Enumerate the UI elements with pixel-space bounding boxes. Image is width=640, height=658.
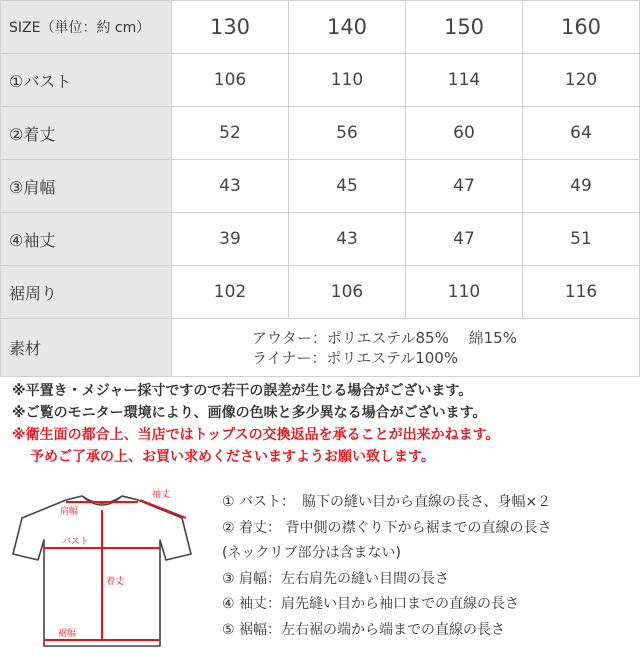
row-label-bust: ①バスト	[1, 54, 172, 107]
table-row	[1, 213, 640, 266]
measurement-descriptions	[222, 490, 632, 643]
material-cell	[172, 319, 640, 377]
row-label-hem: 裾周り	[1, 266, 172, 319]
row-label-length: ②着丈	[1, 107, 172, 160]
size-130-header: 130	[172, 1, 289, 54]
table-cell: 114	[406, 54, 523, 107]
table-cell: 43	[289, 213, 406, 266]
label-length: 着丈	[106, 577, 125, 587]
table-cell: 106	[172, 54, 289, 107]
table-cell: 116	[523, 266, 640, 319]
material-row	[1, 319, 640, 377]
table-cell: 110	[289, 54, 406, 107]
table-header-row	[1, 1, 640, 54]
label-bust: バスト	[62, 537, 90, 547]
table-row	[1, 160, 640, 213]
table-cell: 45	[289, 160, 406, 213]
table-cell: 120	[523, 54, 640, 107]
table-cell: 47	[406, 213, 523, 266]
note-monitor: ※ご覧のモニター環境により、画像の色味と多少異なる場合がございます。	[12, 405, 487, 421]
table-header-label: SIZE（単位：約 cm）	[1, 1, 172, 54]
tshirt-diagram	[10, 488, 210, 653]
size-140-header: 140	[289, 1, 406, 54]
note-acknowledge: 予めご了承の上、お買い求めくださいますようお願い致します。	[30, 449, 435, 465]
desc-sleeve: ④ 袖丈：肩先縫い目から袖口までの直線の長さ	[222, 596, 519, 612]
desc-bust: ① バスト： 脇下の縫い目から直線の長さ、身幅×２	[222, 494, 552, 510]
note-no-returns: ※衛生面の都合上、当店ではトップスの交換返品を承ることが出来かねます。	[12, 427, 500, 443]
desc-hem: ⑤ 裾幅：左右裾の端から端までの直線の長さ	[222, 621, 505, 638]
table-cell: 56	[289, 107, 406, 160]
note-measurement: ※平置き・メジャー採寸ですので若干の誤差が生じる場合がございます。	[12, 383, 473, 399]
table-cell: 60	[406, 107, 523, 160]
material-liner: ライナー：ポリエステル100%	[252, 348, 459, 367]
row-label-sleeve: ④袖丈	[1, 213, 172, 266]
label-hem: 裾幅	[58, 629, 77, 639]
table-row	[1, 54, 640, 107]
table-cell: 106	[289, 266, 406, 319]
size-150-header: 150	[406, 1, 523, 54]
row-label-shoulder: ③肩幅	[1, 160, 172, 213]
row-label-material: 素材	[1, 319, 172, 377]
size-160-header: 160	[523, 1, 640, 54]
desc-length-note: (ネックリブ部分は含まない)	[222, 545, 401, 561]
label-shoulder: 肩幅	[60, 507, 79, 517]
table-cell: 102	[172, 266, 289, 319]
table-row	[1, 266, 640, 319]
table-cell: 51	[523, 213, 640, 266]
desc-shoulder: ③ 肩幅：左右肩先の縫い目間の長さ	[222, 570, 450, 587]
table-cell: 64	[523, 107, 640, 160]
desc-length: ② 着丈： 背中側の襟ぐり下から裾までの直線の長さ	[222, 519, 552, 536]
table-cell: 110	[406, 266, 523, 319]
table-cell: 39	[172, 213, 289, 266]
material-outer: アウター：ポリエステル85% 綿15%	[252, 328, 517, 347]
table-cell: 49	[523, 160, 640, 213]
notes	[12, 380, 632, 468]
table-row	[1, 107, 640, 160]
table-cell: 47	[406, 160, 523, 213]
table-cell: 43	[172, 160, 289, 213]
table-cell: 52	[172, 107, 289, 160]
label-sleeve: 袖丈	[152, 490, 171, 500]
